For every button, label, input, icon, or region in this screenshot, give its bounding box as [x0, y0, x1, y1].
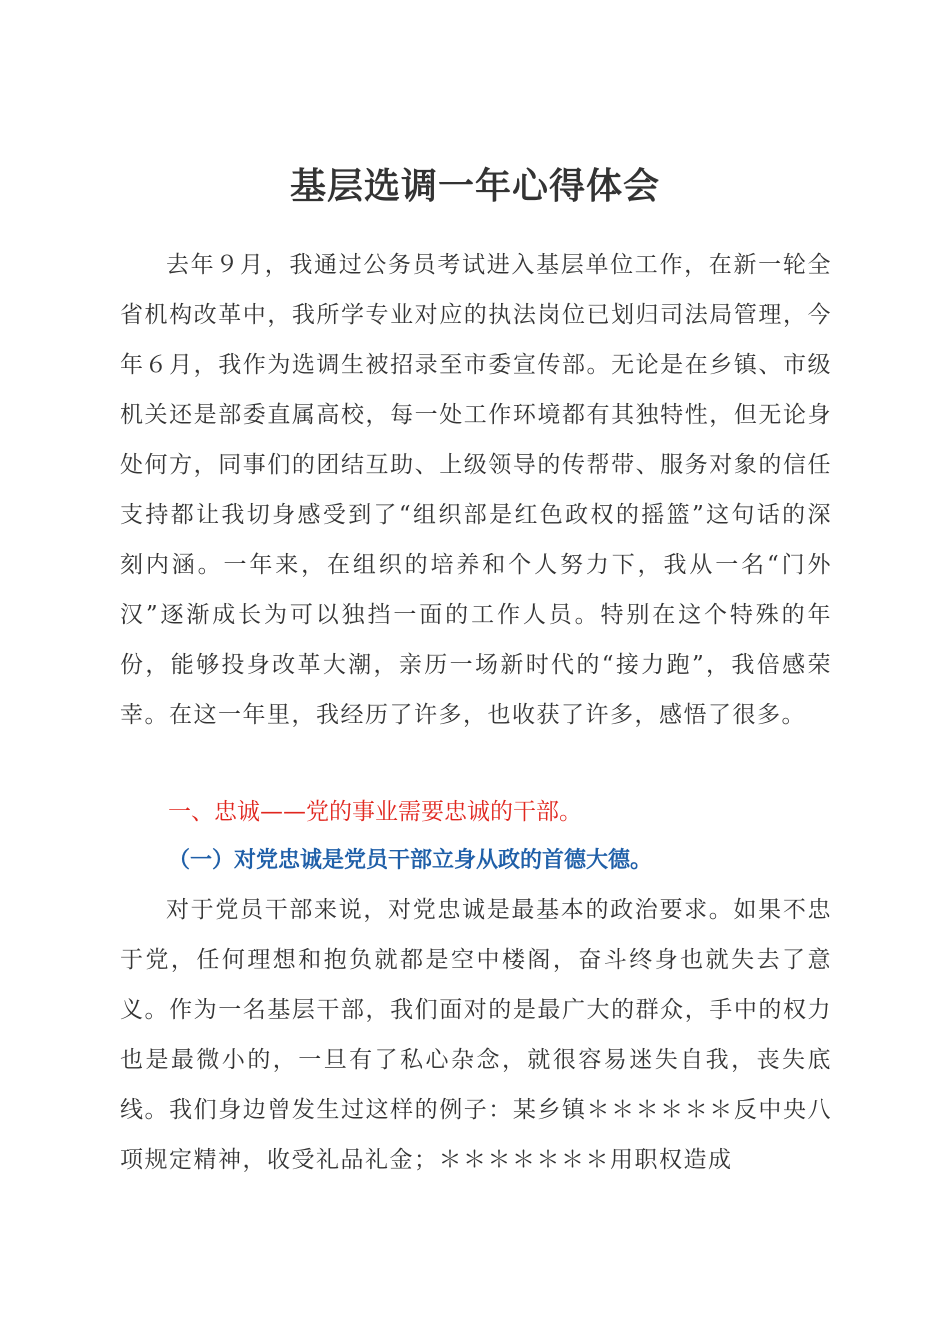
- section-heading-1: 一、忠诚——党的事业需要忠诚的干部。: [168, 799, 582, 825]
- section-1-paragraph: 对于党员干部来说，对党忠诚是最基本的政治要求。如果不忠于党，任何理想和抱负就都是空中楼阁，奋斗终身也就失去了意义。作为一名基层干部，我们面对的是最广大的群众，手中的权力也是最微小的，一旦有了私心杂念，就很容易迷失自我，丧失底线。我们身边曾发生过这样的例子：某乡镇＊＊＊＊＊＊反中央八项规定精神，收受礼品礼金；＊＊＊＊＊＊＊用职权造成: [120, 897, 832, 1173]
- intro-paragraph: 去年９月，我通过公务员考试进入基层单位工作，在新一轮全省机构改革中，我所学专业对应的执法岗位已划归司法局管理，今年６月，我作为选调生被招录至市委宣传部。无论是在乡镇、市级机关还是部委直属高校，每一处工作环境都有其独特性，但无论身处何方，同事们的团结互助、上级领导的传帮带、服务对象的信任支持都让我切身感受到了“组织部是红色政权的摇篮”这句话的深刻内涵。一年来，在组织的培养和个人努力下，我从一名“门外汉”逐渐成长为可以独挡一面的工作人员。特别在这个特殊的年份，能够投身改革大潮，亲历一场新时代的“接力跑”，我倍感荣幸。在这一年里，我经历了许多，也收获了许多，感悟了很多。: [120, 252, 832, 728]
- subsection-heading-1-1: （一）对党忠诚是党员干部立身从政的首德大德。: [168, 847, 653, 873]
- document-title: 基层选调一年心得体会: [289, 165, 660, 207]
